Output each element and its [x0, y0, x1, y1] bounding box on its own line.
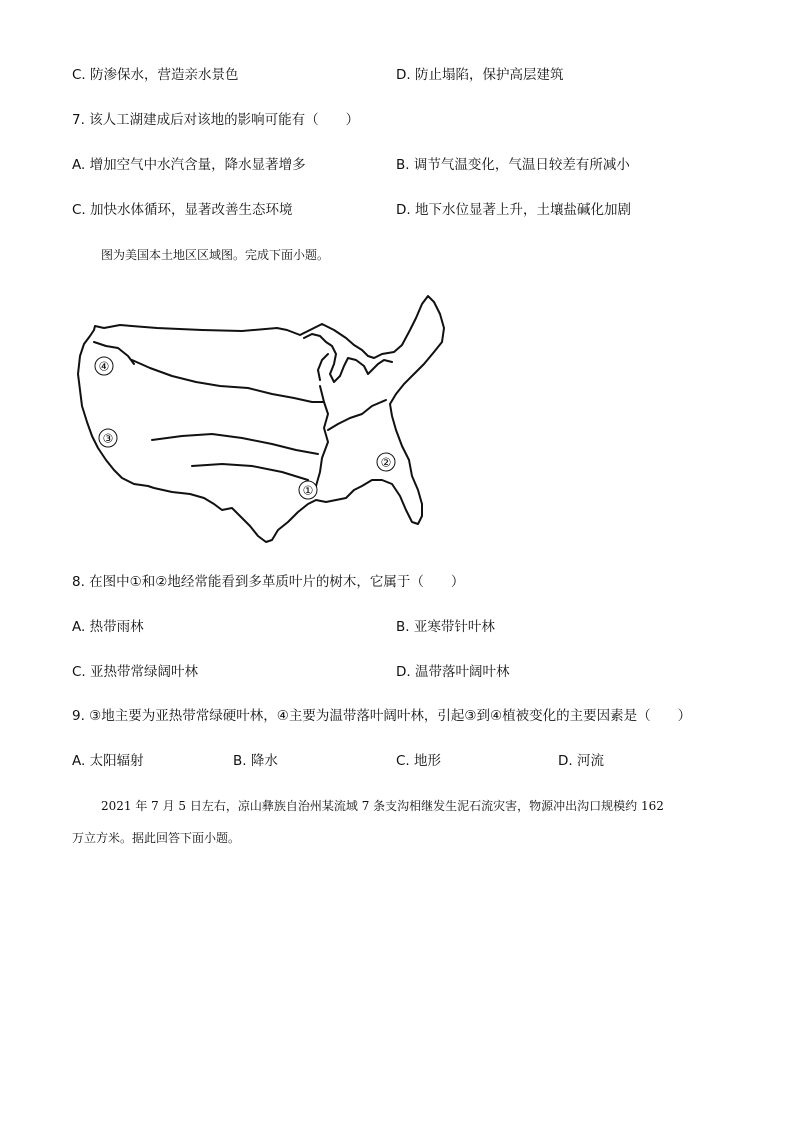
q8-option-b: B. 亚寒带针叶林 — [396, 619, 495, 635]
svg-text:②: ② — [380, 455, 392, 470]
q9-option-b: B. 降水 — [233, 753, 278, 769]
q9-option-a: A. 太阳辐射 — [72, 753, 144, 769]
q7-option-a: A. 增加空气中水汽含量，降水显著增多 — [72, 157, 306, 173]
arkansas-river — [152, 434, 318, 454]
us-outline — [78, 296, 444, 542]
marker-1 — [299, 481, 317, 499]
q9-stem: 9. ③地主要为亚热带常绿硬叶林，④主要为温带落叶阔叶林，引起③到④植被变化的主要因素是（ ） — [72, 708, 692, 724]
q9-option-d: D. 河流 — [558, 753, 604, 769]
map-intro: 图为美国本土地区区域图。完成下面小题。 — [101, 248, 330, 262]
great-lakes — [304, 334, 392, 382]
us-map-drawing — [72, 290, 464, 548]
marker-2 — [377, 453, 395, 471]
svg-text:④: ④ — [98, 359, 110, 374]
missouri-river — [132, 360, 324, 402]
passage-line-1: 2021 年 7 月 5 日左右，凉山彝族自治州某流域 7 条支沟相继发生泥石流灾害，物源冲出沟口规模约 162 — [101, 799, 664, 813]
q8-option-c: C. 亚热带常绿阔叶林 — [72, 664, 199, 680]
q9-option-c: C. 地形 — [396, 753, 442, 769]
q7-option-c: C. 加快水体循环，显著改善生态环境 — [72, 202, 293, 218]
q7-option-d: D. 地下水位显著上升，土壤盐碱化加剧 — [396, 202, 631, 218]
q6-option-d: D. 防止塌陷，保护高层建筑 — [396, 67, 564, 83]
marker-3 — [99, 429, 117, 447]
us-map — [72, 290, 464, 548]
red-river — [192, 464, 308, 480]
q8-option-a: A. 热带雨林 — [72, 619, 144, 635]
q7-option-b: B. 调节气温变化，气温日较差有所减小 — [396, 157, 630, 173]
ohio-river — [328, 400, 386, 430]
svg-text:③: ③ — [102, 431, 114, 446]
q8-stem: 8. 在图中①和②地经常能看到多革质叶片的树木，它属于（ ） — [72, 574, 465, 590]
q7-stem: 7. 该人工湖建成后对该地的影响可能有（ ） — [72, 112, 360, 128]
marker-4 — [95, 357, 113, 375]
svg-text:①: ① — [302, 483, 314, 498]
q8-option-d: D. 温带落叶阔叶林 — [396, 664, 510, 680]
passage-line-2: 万立方米。据此回答下面小题。 — [72, 831, 241, 845]
q6-option-c: C. 防渗保水，营造亲水景色 — [72, 67, 239, 83]
map-markers — [95, 357, 395, 499]
